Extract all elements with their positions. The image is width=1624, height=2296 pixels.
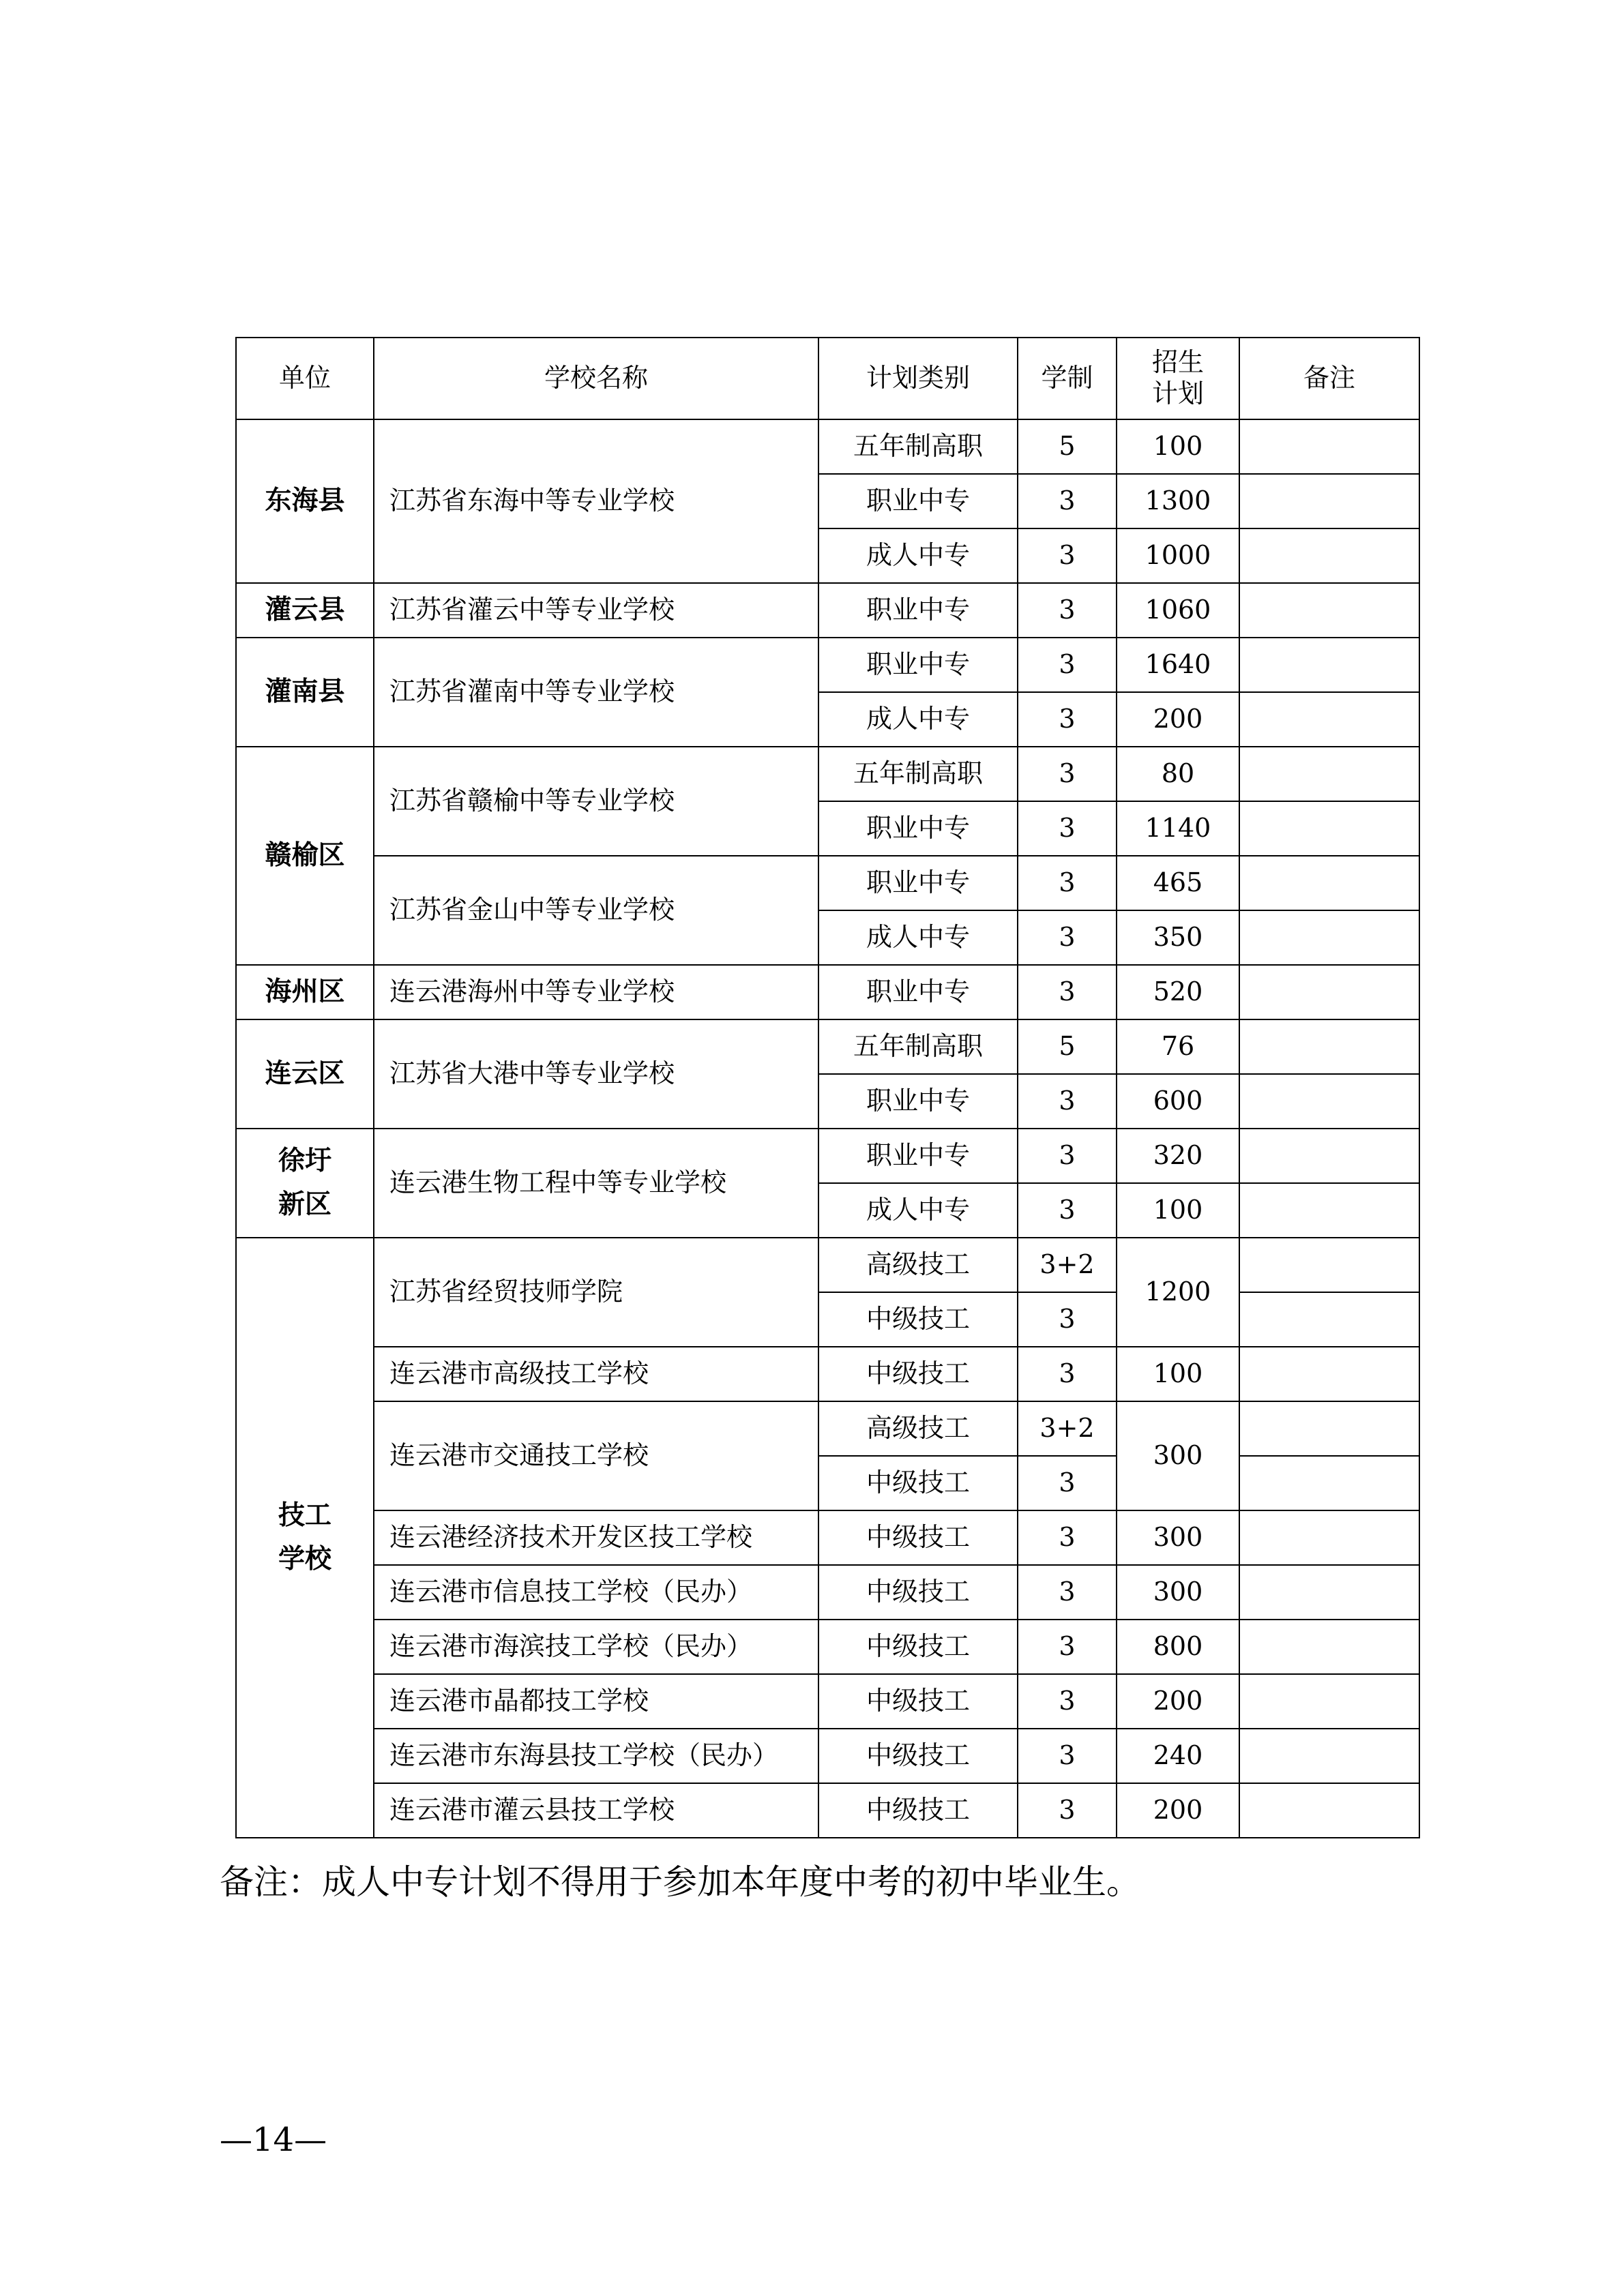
remarks-cell xyxy=(1239,1729,1419,1783)
plan-category-cell: 职业中专 xyxy=(818,965,1018,1019)
plan-category-cell: 中级技工 xyxy=(818,1729,1018,1783)
years-cell: 3 xyxy=(1018,1347,1117,1401)
years-cell: 3 xyxy=(1018,692,1117,747)
unit-cell: 连云区 xyxy=(236,1019,374,1129)
remarks-cell xyxy=(1239,1674,1419,1729)
years-cell: 3 xyxy=(1018,856,1117,910)
school-name-cell: 连云港经济技术开发区技工学校 xyxy=(374,1510,818,1565)
remarks-cell xyxy=(1239,1129,1419,1183)
plan-category-cell: 职业中专 xyxy=(818,638,1018,692)
enrollment-plan-table xyxy=(235,337,1420,1838)
years-cell: 3 xyxy=(1018,1620,1117,1674)
remarks-cell xyxy=(1239,474,1419,528)
table-row xyxy=(236,1238,1419,1292)
years-cell: 3 xyxy=(1018,1129,1117,1183)
years-cell: 3 xyxy=(1018,1565,1117,1620)
years-cell: 3 xyxy=(1018,1292,1117,1347)
enrollment-quota-cell: 320 xyxy=(1117,1129,1239,1183)
page-number: —14— xyxy=(220,2121,327,2159)
enrollment-quota-cell: 100 xyxy=(1117,419,1239,474)
plan-category-cell: 成人中专 xyxy=(818,1183,1018,1238)
unit-cell: 海州区 xyxy=(236,965,374,1019)
table-row xyxy=(236,965,1419,1019)
unit-cell: 赣榆区 xyxy=(236,747,374,965)
remarks-cell xyxy=(1239,1783,1419,1838)
plan-category-cell: 职业中专 xyxy=(818,856,1018,910)
enrollment-quota-cell: 200 xyxy=(1117,1783,1239,1838)
plan-category-cell: 中级技工 xyxy=(818,1620,1018,1674)
school-name-cell: 连云港市灌云县技工学校 xyxy=(374,1783,818,1838)
table-row xyxy=(236,1129,1419,1183)
unit-cell: 技工 学校 xyxy=(236,1238,374,1838)
years-cell: 3 xyxy=(1018,747,1117,801)
plan-category-cell: 中级技工 xyxy=(818,1510,1018,1565)
plan-category-cell: 五年制高职 xyxy=(818,747,1018,801)
plan-category-cell: 成人中专 xyxy=(818,528,1018,583)
enrollment-quota-cell: 1000 xyxy=(1117,528,1239,583)
enrollment-quota-cell: 1640 xyxy=(1117,638,1239,692)
header-unit: 单位 xyxy=(236,338,374,419)
years-cell: 3+2 xyxy=(1018,1401,1117,1456)
enrollment-quota-cell: 465 xyxy=(1117,856,1239,910)
enrollment-quota-cell: 200 xyxy=(1117,692,1239,747)
enrollment-quota-cell: 1140 xyxy=(1117,801,1239,856)
table-row xyxy=(236,1565,1419,1620)
remarks-cell xyxy=(1239,801,1419,856)
header-years: 学制 xyxy=(1018,338,1117,419)
plan-category-cell: 中级技工 xyxy=(818,1347,1018,1401)
remarks-cell xyxy=(1239,1401,1419,1456)
enrollment-quota-cell: 100 xyxy=(1117,1347,1239,1401)
school-name-cell: 连云港市东海县技工学校（民办） xyxy=(374,1729,818,1783)
years-cell: 3 xyxy=(1018,1674,1117,1729)
school-name-cell: 连云港市海滨技工学校（民办） xyxy=(374,1620,818,1674)
table-header-row xyxy=(236,338,1419,419)
table-row xyxy=(236,1347,1419,1401)
school-name-cell: 江苏省金山中等专业学校 xyxy=(374,856,818,965)
plan-category-cell: 中级技工 xyxy=(818,1292,1018,1347)
enrollment-quota-cell: 1200 xyxy=(1117,1238,1239,1347)
years-cell: 3 xyxy=(1018,583,1117,638)
remarks-cell xyxy=(1239,1292,1419,1347)
years-cell: 3 xyxy=(1018,474,1117,528)
enrollment-quota-cell: 1060 xyxy=(1117,583,1239,638)
school-name-cell: 江苏省经贸技师学院 xyxy=(374,1238,818,1347)
school-name-cell: 连云港海州中等专业学校 xyxy=(374,965,818,1019)
school-name-cell: 江苏省大港中等专业学校 xyxy=(374,1019,818,1129)
plan-category-cell: 中级技工 xyxy=(818,1456,1018,1510)
plan-category-cell: 五年制高职 xyxy=(818,1019,1018,1074)
school-name-cell: 连云港生物工程中等专业学校 xyxy=(374,1129,818,1238)
plan-category-cell: 职业中专 xyxy=(818,1074,1018,1129)
years-cell: 3 xyxy=(1018,1510,1117,1565)
plan-category-cell: 高级技工 xyxy=(818,1401,1018,1456)
school-name-cell: 江苏省赣榆中等专业学校 xyxy=(374,747,818,856)
plan-category-cell: 职业中专 xyxy=(818,801,1018,856)
remarks-cell xyxy=(1239,747,1419,801)
table-row xyxy=(236,1674,1419,1729)
table-row xyxy=(236,1510,1419,1565)
unit-cell: 灌云县 xyxy=(236,583,374,638)
table-row xyxy=(236,1401,1419,1456)
table-row xyxy=(236,747,1419,801)
years-cell: 3 xyxy=(1018,638,1117,692)
school-name-cell: 江苏省灌云中等专业学校 xyxy=(374,583,818,638)
enrollment-quota-cell: 300 xyxy=(1117,1510,1239,1565)
header-school-name: 学校名称 xyxy=(374,338,818,419)
plan-category-cell: 成人中专 xyxy=(818,910,1018,965)
years-cell: 3 xyxy=(1018,528,1117,583)
unit-cell: 东海县 xyxy=(236,419,374,583)
table-row xyxy=(236,638,1419,692)
remarks-cell xyxy=(1239,1565,1419,1620)
remarks-cell xyxy=(1239,419,1419,474)
table-row xyxy=(236,1729,1419,1783)
years-cell: 3 xyxy=(1018,1074,1117,1129)
enrollment-quota-cell: 600 xyxy=(1117,1074,1239,1129)
plan-category-cell: 五年制高职 xyxy=(818,419,1018,474)
remarks-cell xyxy=(1239,583,1419,638)
remarks-cell xyxy=(1239,1456,1419,1510)
remarks-cell xyxy=(1239,1347,1419,1401)
plan-category-cell: 中级技工 xyxy=(818,1674,1018,1729)
enrollment-quota-cell: 350 xyxy=(1117,910,1239,965)
years-cell: 3+2 xyxy=(1018,1238,1117,1292)
remarks-cell xyxy=(1239,1183,1419,1238)
remarks-cell xyxy=(1239,1620,1419,1674)
years-cell: 3 xyxy=(1018,801,1117,856)
enrollment-quota-cell: 76 xyxy=(1117,1019,1239,1074)
enrollment-quota-cell: 300 xyxy=(1117,1565,1239,1620)
unit-cell: 灌南县 xyxy=(236,638,374,747)
plan-category-cell: 职业中专 xyxy=(818,474,1018,528)
plan-category-cell: 职业中专 xyxy=(818,1129,1018,1183)
remarks-cell xyxy=(1239,910,1419,965)
plan-category-cell: 职业中专 xyxy=(818,583,1018,638)
header-remarks: 备注 xyxy=(1239,338,1419,419)
years-cell: 3 xyxy=(1018,1729,1117,1783)
remarks-cell xyxy=(1239,692,1419,747)
remarks-cell xyxy=(1239,1019,1419,1074)
plan-category-cell: 成人中专 xyxy=(818,692,1018,747)
remarks-cell xyxy=(1239,1074,1419,1129)
school-name-cell: 江苏省灌南中等专业学校 xyxy=(374,638,818,747)
years-cell: 3 xyxy=(1018,910,1117,965)
school-name-cell: 连云港市高级技工学校 xyxy=(374,1347,818,1401)
table-row xyxy=(236,419,1419,474)
header-plan-category: 计划类别 xyxy=(818,338,1018,419)
unit-cell: 徐圩 新区 xyxy=(236,1129,374,1238)
footnote: 备注：成人中专计划不得用于参加本年度中考的初中毕业生。 xyxy=(220,1862,1140,1902)
plan-category-cell: 中级技工 xyxy=(818,1565,1018,1620)
remarks-cell xyxy=(1239,528,1419,583)
enrollment-quota-cell: 1300 xyxy=(1117,474,1239,528)
school-name-cell: 连云港市信息技工学校（民办） xyxy=(374,1565,818,1620)
table-row xyxy=(236,1019,1419,1074)
school-name-cell: 江苏省东海中等专业学校 xyxy=(374,419,818,583)
school-name-cell: 连云港市交通技工学校 xyxy=(374,1401,818,1510)
years-cell: 3 xyxy=(1018,1783,1117,1838)
years-cell: 3 xyxy=(1018,1456,1117,1510)
enrollment-quota-cell: 80 xyxy=(1117,747,1239,801)
remarks-cell xyxy=(1239,638,1419,692)
enrollment-quota-cell: 240 xyxy=(1117,1729,1239,1783)
years-cell: 3 xyxy=(1018,965,1117,1019)
header-enrollment-quota: 招生 计划 xyxy=(1117,338,1239,419)
table-row xyxy=(236,583,1419,638)
remarks-cell xyxy=(1239,856,1419,910)
remarks-cell xyxy=(1239,965,1419,1019)
table-row xyxy=(236,1620,1419,1674)
table-row xyxy=(236,1783,1419,1838)
years-cell: 5 xyxy=(1018,419,1117,474)
remarks-cell xyxy=(1239,1238,1419,1292)
enrollment-quota-cell: 520 xyxy=(1117,965,1239,1019)
table-row xyxy=(236,856,1419,910)
enrollment-quota-cell: 300 xyxy=(1117,1401,1239,1510)
enrollment-quota-cell: 800 xyxy=(1117,1620,1239,1674)
remarks-cell xyxy=(1239,1510,1419,1565)
years-cell: 3 xyxy=(1018,1183,1117,1238)
plan-category-cell: 中级技工 xyxy=(818,1783,1018,1838)
years-cell: 5 xyxy=(1018,1019,1117,1074)
school-name-cell: 连云港市晶都技工学校 xyxy=(374,1674,818,1729)
enrollment-quota-cell: 100 xyxy=(1117,1183,1239,1238)
enrollment-quota-cell: 200 xyxy=(1117,1674,1239,1729)
plan-category-cell: 高级技工 xyxy=(818,1238,1018,1292)
